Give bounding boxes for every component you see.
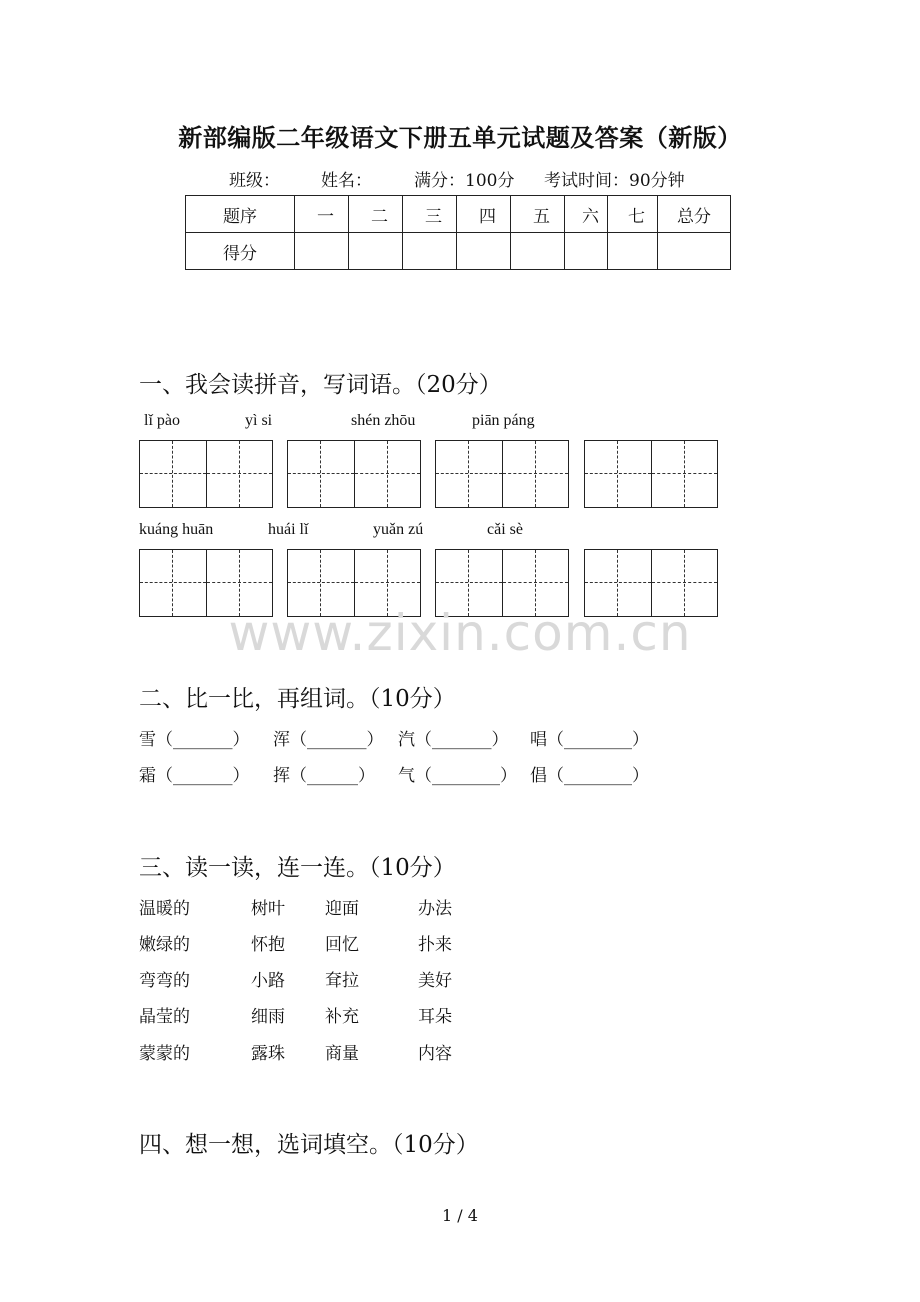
name-label: 姓名： (321, 171, 372, 191)
score-cell[interactable] (658, 233, 731, 270)
watermark: www.zixin.com.cn (228, 604, 692, 662)
pinyin-label: shén zhōu (351, 412, 416, 429)
score-cell[interactable] (295, 233, 349, 270)
score-cell[interactable] (511, 233, 565, 270)
word-blank[interactable]: 倡（________） (530, 766, 649, 786)
match-word: 温暖的 (139, 899, 190, 919)
full-score: 满分：100分 (414, 171, 515, 191)
match-word: 商量 (325, 1044, 359, 1064)
word-blank[interactable]: 挥（______） (273, 766, 375, 786)
match-word: 美好 (418, 971, 452, 991)
match-word: 内容 (418, 1044, 452, 1064)
header-cell: 二 (349, 196, 403, 233)
match-word: 小路 (251, 971, 285, 991)
match-word: 耷拉 (325, 971, 359, 991)
pinyin-label: huái lǐ (268, 521, 309, 538)
writing-cell[interactable] (585, 441, 651, 507)
header-cell: 总分 (658, 196, 731, 233)
header-cell: 七 (608, 196, 658, 233)
section1-heading: 一、我会读拼音，写词语。（20分） (139, 372, 502, 398)
match-word: 弯弯的 (139, 971, 190, 991)
score-row-label: 得分 (186, 233, 295, 270)
writing-cell[interactable] (502, 441, 568, 507)
pinyin-label: kuáng huān (139, 521, 214, 538)
section2-heading: 二、比一比，再组词。（10分） (139, 686, 456, 712)
pinyin-label: yì si (245, 412, 273, 429)
word-blank[interactable]: 汽（_______） (398, 730, 509, 750)
match-word: 办法 (418, 899, 452, 919)
match-word: 补充 (325, 1007, 359, 1027)
writing-cell[interactable] (140, 441, 206, 507)
writing-cell[interactable] (206, 441, 272, 507)
score-cell[interactable] (349, 233, 403, 270)
header-cell: 三 (403, 196, 457, 233)
writing-cell[interactable] (651, 441, 717, 507)
section3-heading: 三、读一读，连一连。（10分） (139, 855, 456, 881)
score-cell[interactable] (608, 233, 658, 270)
section4-heading: 四、想一想，选词填空。（10分） (139, 1132, 479, 1158)
match-word: 晶莹的 (139, 1007, 190, 1027)
match-word: 蒙蒙的 (139, 1044, 190, 1064)
word-blank[interactable]: 唱（________） (530, 730, 649, 750)
header-cell: 题序 (186, 196, 295, 233)
match-word: 迎面 (325, 899, 359, 919)
page-number: 1 / 4 (442, 1206, 478, 1225)
header-cell: 四 (457, 196, 511, 233)
writing-cell[interactable] (354, 441, 420, 507)
match-word: 耳朵 (418, 1007, 452, 1027)
score-cell[interactable] (457, 233, 511, 270)
writing-grid[interactable] (139, 440, 273, 508)
class-label: 班级： (229, 171, 280, 191)
match-word: 扑来 (418, 935, 452, 955)
header-cell: 五 (511, 196, 565, 233)
match-word: 嫩绿的 (139, 935, 190, 955)
pinyin-label: yuǎn zú (373, 521, 424, 538)
score-table-header-row (186, 196, 731, 233)
page-title: 新部编版二年级语文下册五单元试题及答案（新版） (178, 123, 742, 152)
writing-cell[interactable] (436, 441, 502, 507)
match-word: 怀抱 (251, 935, 285, 955)
word-blank[interactable]: 浑（_______） (273, 730, 384, 750)
word-blank[interactable]: 霜（_______） (139, 766, 250, 786)
score-cell[interactable] (403, 233, 457, 270)
header-cell: 一 (295, 196, 349, 233)
writing-grid[interactable] (584, 440, 718, 508)
score-table (185, 195, 731, 270)
pinyin-label: cǎi sè (487, 521, 523, 538)
writing-grid[interactable] (435, 440, 569, 508)
score-table-score-row (186, 233, 731, 270)
pinyin-label: lǐ pào (144, 412, 180, 429)
match-word: 露珠 (251, 1044, 285, 1064)
match-word: 回忆 (325, 935, 359, 955)
word-blank[interactable]: 雪（_______） (139, 730, 250, 750)
header-cell: 六 (565, 196, 608, 233)
pinyin-label: piān páng (472, 412, 535, 429)
score-cell[interactable] (565, 233, 608, 270)
exam-time: 考试时间：90分钟 (544, 171, 685, 191)
match-word: 细雨 (251, 1007, 285, 1027)
writing-cell[interactable] (288, 441, 354, 507)
match-word: 树叶 (251, 899, 285, 919)
word-blank[interactable]: 气（________） (398, 766, 517, 786)
writing-grid[interactable] (287, 440, 421, 508)
